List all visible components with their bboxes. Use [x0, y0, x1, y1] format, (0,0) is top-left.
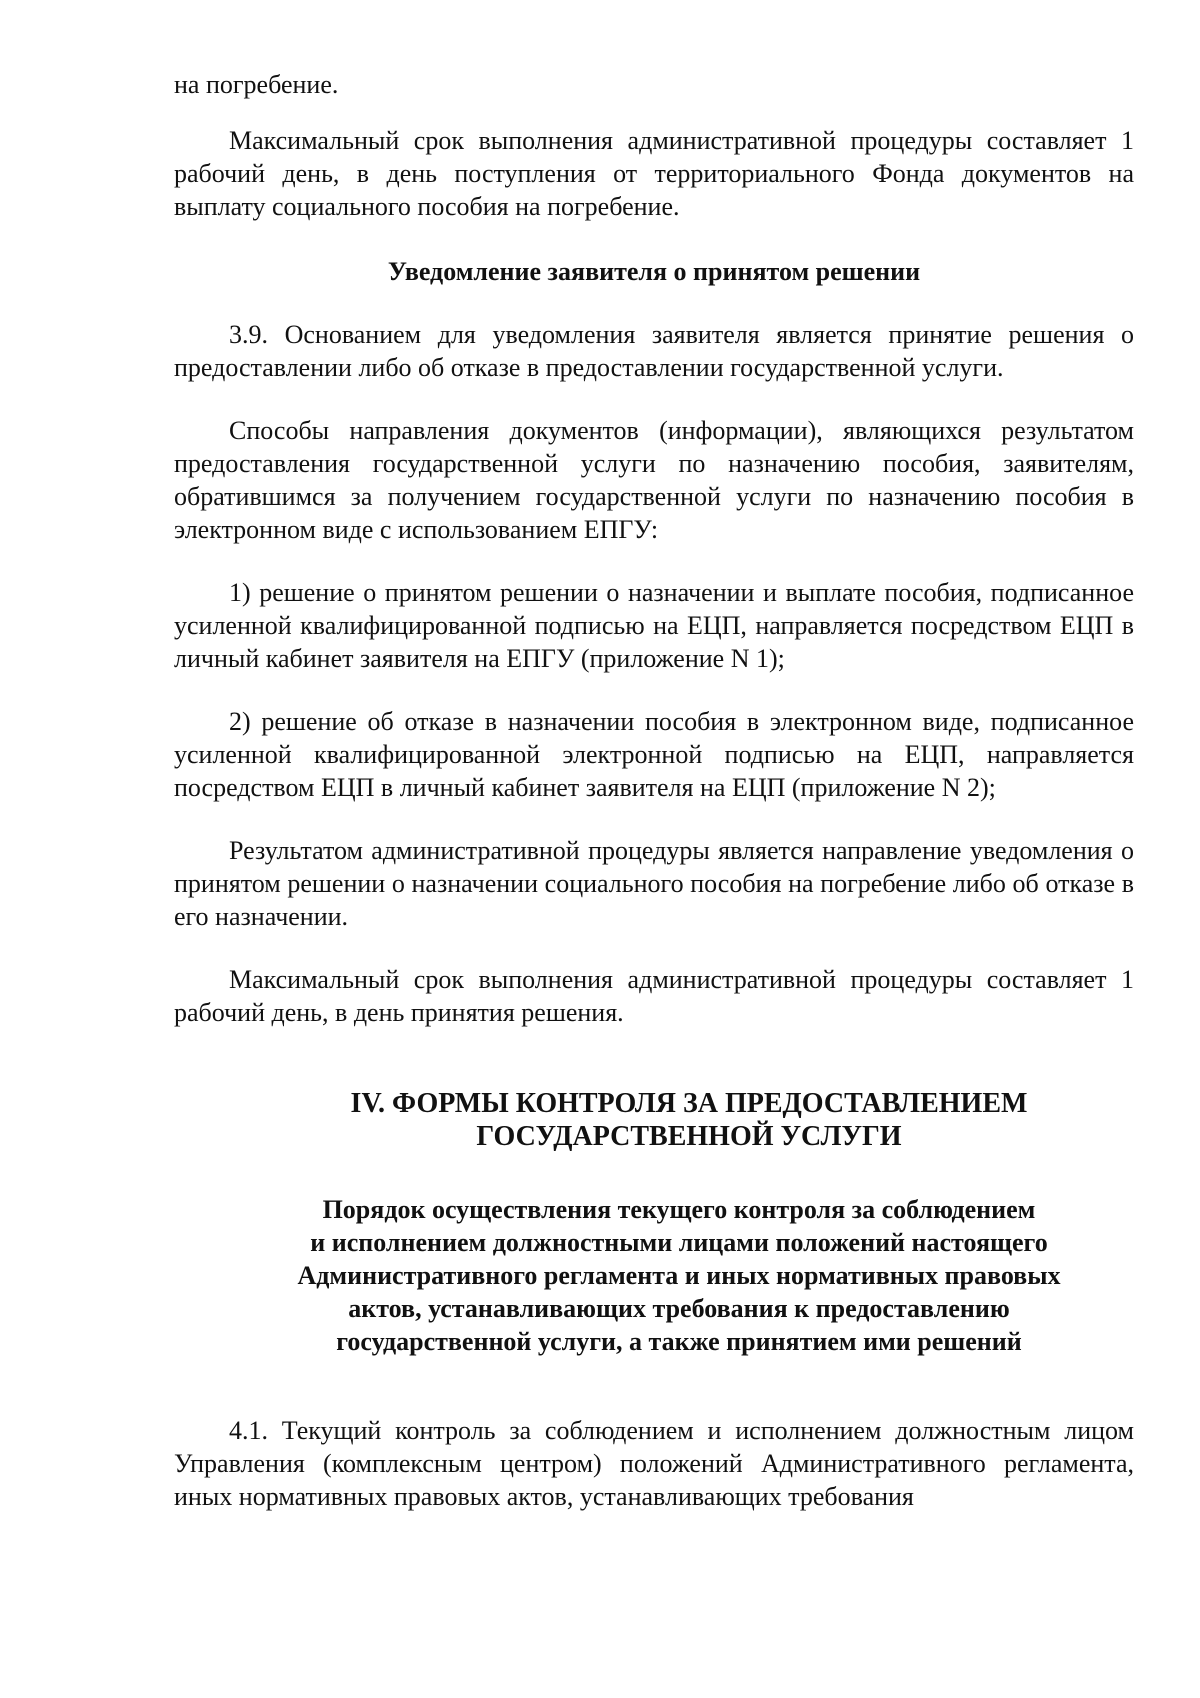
- paragraph-continuation: на погребение.: [174, 70, 339, 99]
- block-heading-line: государственной услуги, а также принятием ими решений: [336, 1327, 1022, 1356]
- block-heading-line: актов, устанавливающих требования к предоставлению: [348, 1294, 1010, 1323]
- block-heading-line: и исполнением должностными лицами положений настоящего: [310, 1228, 1048, 1257]
- section-title: [174, 1087, 1134, 1153]
- paragraph-item-1: 1) решение о принятом решении о назначении и выплате пособия, подписанное усиленной квалифицированной подписью на ЕЦП, направляется посредством ЕЦП в личный кабинет заявителя на ЕПГУ (приложение N 1);: [174, 578, 1134, 673]
- document-page: [174, 68, 1134, 1513]
- paragraph-max-term-1: Максимальный срок выполнения административной процедуры составляет 1 рабочий день, в день поступления от территориального Фонда документов на выплату социального пособия на погребение.: [174, 126, 1134, 221]
- block-heading-control-procedure: [174, 1193, 1134, 1358]
- paragraph-max-term-2: Максимальный срок выполнения административной процедуры составляет 1 рабочий день, в день принятия решения.: [174, 965, 1134, 1027]
- block-heading-line: Административного регламента и иных нормативных правовых: [297, 1261, 1061, 1290]
- section-title-line-2: ГОСУДАРСТВЕННОЙ УСЛУГИ: [476, 1121, 902, 1152]
- subheading-notification: Уведомление заявителя о принятом решении: [387, 257, 921, 286]
- paragraph-item-2: 2) решение об отказе в назначении пособия в электронном виде, подписанное усиленной квалифицированной электронной подписью на ЕЦП, направляется посредством ЕЦП в личный кабинет заявителя на ЕЦП (приложение N 2);: [174, 707, 1134, 802]
- paragraph-result: Результатом административной процедуры является направление уведомления о принятом решении о назначении социального пособия на погребение либо об отказе в его назначении.: [174, 836, 1134, 931]
- paragraph-3-9: 3.9. Основанием для уведомления заявителя является принятие решения о предоставлении либо об отказе в предоставлении государственной услуги.: [174, 320, 1134, 382]
- paragraph-4-1: 4.1. Текущий контроль за соблюдением и исполнением должностным лицом Управления (комплексным центром) положений Административного регламента, иных нормативных правовых актов, устанавливающих требования: [174, 1416, 1134, 1511]
- section-title-line-1: IV. ФОРМЫ КОНТРОЛЯ ЗА ПРЕДОСТАВЛЕНИЕМ: [350, 1088, 1028, 1119]
- paragraph-delivery-methods: Способы направления документов (информации), являющихся результатом предоставления государственной услуги по назначению пособия, заявителям, обратившимся за получением государственной услуги по назначению пособия в электронном виде с использованием ЕПГУ:: [174, 416, 1134, 544]
- block-heading-line: Порядок осуществления текущего контроля за соблюдением: [322, 1195, 1036, 1224]
